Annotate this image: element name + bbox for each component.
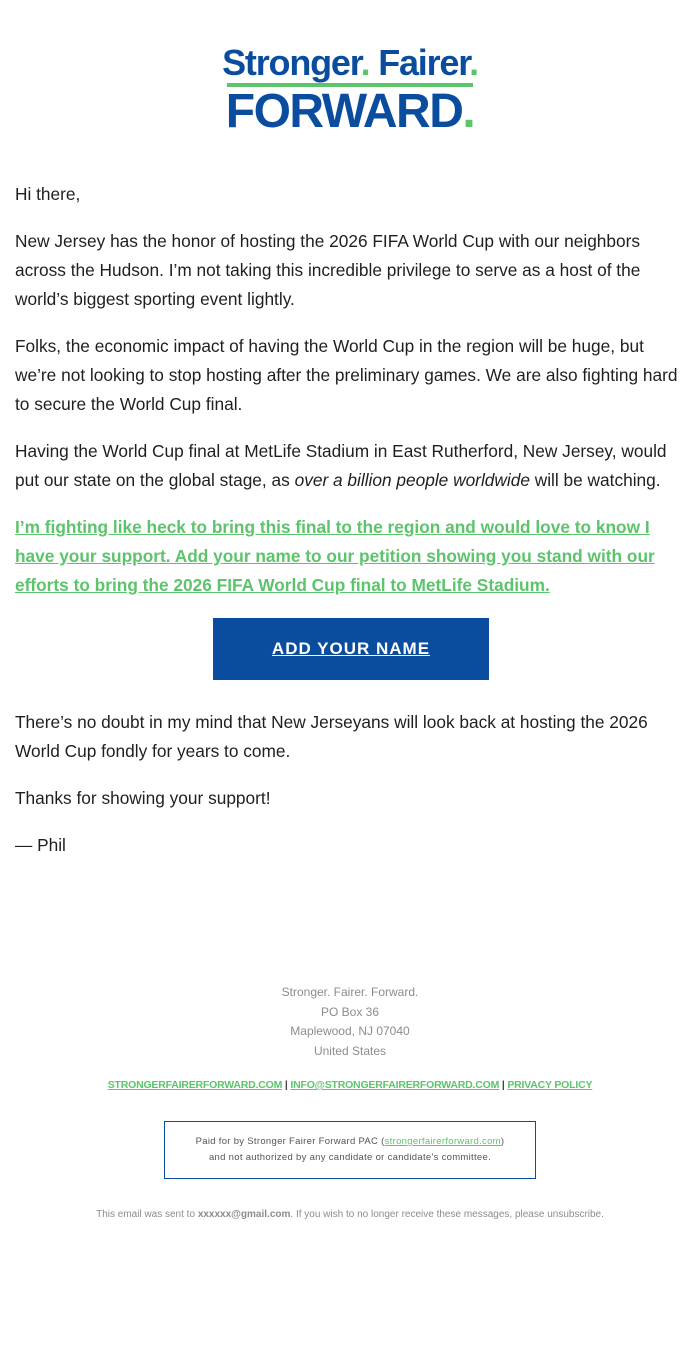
paragraph-2: Folks, the economic impact of having the World Cup in the region will be huge, but we’re not looking to stop hosting after the preliminary games. We are also fighting hard to secure the World Cup final. [15,336,678,414]
footer-org: Stronger. Fairer. Forward. [281,985,419,999]
recipient-email: xxxxxx@gmail.com [197,1209,291,1220]
logo-word-stronger: Stronger [222,42,361,83]
logo-line-1 [0,44,700,82]
website-link[interactable]: STRONGERFAIRERFORWARD.COM [107,1079,283,1091]
footer-po-box: PO Box 36 [320,1004,380,1019]
footer-country: United States [313,1043,387,1058]
link-separator: | [284,1079,288,1091]
logo-line-2 [0,85,700,138]
email-body [15,180,687,878]
link-separator: | [501,1079,505,1091]
footer-city: Maplewood, NJ 07040 [290,1024,410,1038]
add-your-name-button[interactable]: ADD YOUR NAME [213,618,489,680]
unsubscribe-text: . If you wish to no longer receive these messages, please unsubscribe. [290,1209,604,1220]
paid-for-site-link[interactable]: strongerfairerforward.com [384,1136,501,1147]
greeting: Hi there, [15,184,81,204]
footer [0,983,700,1220]
logo-period: . [469,42,478,83]
footer-links [0,1079,700,1091]
button-container [15,618,687,680]
paid-for-line-1 [165,1134,535,1150]
privacy-policy-link[interactable]: PRIVACY POLICY [507,1079,593,1091]
logo-period: . [360,42,370,83]
logo-period: . [462,85,475,138]
logo-word-fairer: Fairer [378,42,470,83]
paragraph-1: New Jersey has the honor of hosting the 2026 FIFA World Cup with our neighbors across the Hudson. I’m not taking this incredible privilege to serve as a host of the world’s biggest sporting event lightly. [15,231,641,309]
paragraph-3-emphasis: over a billion people worldwide [294,470,530,490]
email-link[interactable]: INFO@STRONGERFAIRERFORWARD.COM [290,1079,500,1091]
logo [0,42,700,138]
paragraph-3 [15,437,687,495]
paid-for-disclaimer [164,1121,536,1179]
signoff: — Phil [15,835,66,855]
petition-link[interactable]: I’m fighting like heck to bring this final to the region and would love to know I have your support. Add your name to our petition showing you stand with our efforts to bring the 2026 FIFA World Cup final to MetLife Stadium. [15,517,655,595]
logo-word-forward: FORWARD [225,85,463,138]
sent-to-notice [0,1209,700,1220]
paid-for-text: Paid for by Stronger Fairer Forward PAC ( [195,1136,385,1147]
sent-to-text: This email was sent to [96,1209,198,1220]
paid-for-line-2: and not authorized by any candidate or candidate's committee. [208,1152,492,1163]
paragraph-3-text-end: will be watching. [529,470,661,490]
paid-for-text-end: ) [500,1136,505,1147]
paragraph-4: There’s no doubt in my mind that New Jerseyans will look back at hosting the 2026 World Cup fondly for years to come. [15,712,648,761]
paragraph-3-text: Having the World Cup final at MetLife Stadium in East Rutherford, New Jersey, would put our state on the global stage, as [15,441,667,490]
paragraph-5: Thanks for showing your support! [15,788,271,808]
